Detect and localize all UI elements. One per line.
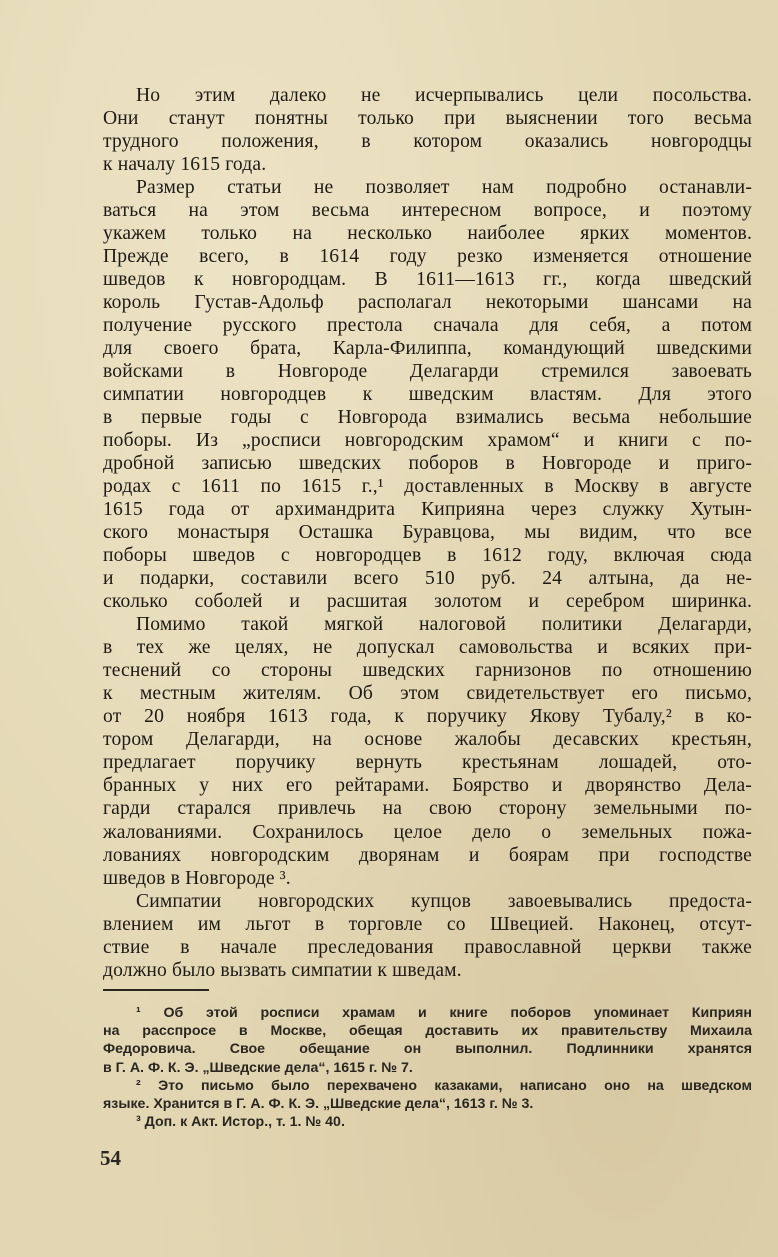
text-line: и подарки, составили всего 510 руб. 24 алтына, да не- — [103, 568, 752, 590]
footnote-separator — [103, 989, 209, 991]
text-line: тором Делагарди, на основе жалобы десавских крестьян, — [103, 729, 752, 751]
text-line: поборы. Из „росписи новгородским храмом“ и книги с по- — [103, 430, 752, 452]
text-line: влением им льгот в торговле со Швецией. Наконец, отсут- — [103, 913, 752, 935]
text-line: Но этим далеко не исчерпывались цели посольства. — [136, 85, 752, 106]
text-line: 1615 года от архимандрита Киприяна через служку Хутын- — [103, 499, 752, 521]
footnote-1 — [103, 1004, 752, 1077]
text-line: теснений со стороны шведских гарнизонов по отношению — [103, 660, 752, 682]
paragraph-3 — [103, 613, 752, 889]
text-line: Размер статьи не позволяет нам подробно останавли- — [136, 177, 752, 199]
text-line: к началу 1615 года. — [103, 154, 267, 176]
text-line: ского монастыря Осташка Буравцова, мы видим, что все — [103, 522, 752, 544]
footnote-line: ³ Доп. к Акт. Истор., т. 1. № 40. — [136, 1114, 345, 1131]
text-line: родах с 1611 по 1615 г.,¹ доставленных в Москву в августе — [103, 476, 752, 498]
footnote-2 — [103, 1077, 752, 1113]
paragraph-1 — [103, 84, 752, 176]
page-number: 54 — [100, 1146, 121, 1170]
text-line: жалованиями. Сохранилось целое дело о земельных пожа- — [103, 821, 752, 843]
text-line: к местным жителям. Об этом свидетельствует его письмо, — [103, 683, 752, 705]
text-line: ствие в начале преследования православной церкви также — [103, 936, 752, 958]
text-line: сколько соболей и расшитая золотом и серебром ширинка. — [103, 591, 752, 613]
footnote-3 — [103, 1113, 752, 1131]
footnote-line: Федоровича. Свое обещание он выполнил. Подлинники хранятся — [103, 1041, 752, 1058]
footnote-line: языке. Хранится в Г. А. Ф. К. Э. „Шведские дела“, 1613 г. № 3. — [103, 1096, 534, 1113]
footnote-line: ² Это письмо было перехвачено казаками, написано оно на шведском — [136, 1077, 752, 1094]
text-line: лованиях новгородским дворянам и боярам при господстве — [103, 844, 752, 866]
text-line: поборы шведов с новгородцев в 1612 году, включая сюда — [103, 545, 752, 567]
text-line: укажем только на несколько наиболее ярких моментов. — [103, 223, 752, 245]
footnote-line: в Г. А. Ф. К. Э. „Шведские дела“, 1615 г. № 7. — [103, 1059, 413, 1076]
paragraph-4 — [103, 890, 752, 982]
text-line: Они станут понятны только при выяснении того весьма — [103, 108, 752, 130]
text-line: от 20 ноября 1613 года, к поручику Якову Тубалу,² в ко- — [103, 706, 752, 728]
text-line: Прежде всего, в 1614 году резко изменяется отношение — [103, 246, 752, 268]
text-line: бранных у них его рейтарами. Боярство и дворянство Дела- — [103, 775, 752, 797]
main-text — [103, 84, 752, 982]
text-line: дробной записью шведских поборов в Новгороде и приго- — [103, 453, 752, 475]
text-line: трудного положения, в котором оказались новгородцы — [103, 131, 752, 153]
text-line: для своего брата, Карла-Филиппа, командующий шведскими — [103, 338, 752, 360]
text-line: в тех же целях, не допускал самовольства и всяких при- — [103, 637, 752, 659]
footnote-line: ¹ Об этой росписи храмам и книге поборов упоминает Киприян — [136, 1005, 752, 1021]
text-line: войсками в Новгороде Делагарди стремился завоевать — [103, 361, 752, 383]
footnote-line: на расспросе в Москве, обещая доставить их правительству Михаила — [103, 1023, 752, 1040]
text-line: шведов к новгородцам. В 1611—1613 гг., когда шведский — [103, 269, 752, 291]
text-line: ваться на этом весьма интересном вопросе, и поэтому — [103, 200, 752, 222]
footnotes — [103, 1004, 752, 1131]
text-line: симпатии новгородцев к шведским властям. Для этого — [103, 384, 752, 406]
text-line: Помимо такой мягкой налоговой политики Делагарди, — [136, 614, 752, 636]
text-line: в первые годы с Новгорода взимались весьма небольшие — [103, 407, 752, 429]
text-line: должно было вызвать симпатии к шведам. — [103, 959, 462, 981]
text-line: Симпатии новгородских купцов завоевывались предоста- — [136, 890, 752, 912]
text-line: король Густав-Адольф располагал некоторыми шансами на — [103, 292, 752, 314]
text-line: шведов в Новгороде ³. — [103, 867, 291, 889]
text-line: гарди старался привлечь на свою сторону земельными по- — [103, 798, 752, 820]
text-line: получение русского престола сначала для себя, а потом — [103, 315, 752, 337]
paragraph-2 — [103, 176, 752, 613]
text-line: предлагает поручику вернуть крестьянам лошадей, ото- — [103, 752, 752, 774]
